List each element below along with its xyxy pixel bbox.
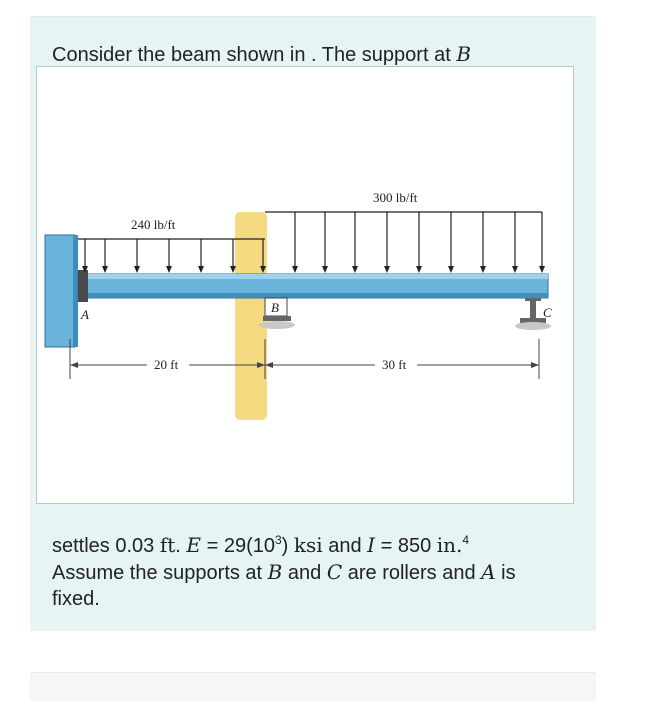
assume-var-B: B xyxy=(267,560,283,584)
load-label-right: 300 lb/ft xyxy=(373,190,418,205)
and-text: and xyxy=(322,535,368,557)
E-exponent: 3 xyxy=(274,533,282,547)
load-arrow-left-head xyxy=(102,266,108,273)
question-intro xyxy=(52,42,471,67)
question-line-1 xyxy=(52,532,582,559)
dim-arrow-left-start xyxy=(70,362,78,368)
question-line-2 xyxy=(52,559,582,586)
label-B: B xyxy=(271,300,279,315)
wall-connection xyxy=(78,270,88,302)
beam-top-flange xyxy=(78,274,548,279)
dim-arrow-right-end xyxy=(531,362,539,368)
label-C: C xyxy=(543,305,552,320)
highlight-marker xyxy=(235,212,267,420)
load-arrow-right-head xyxy=(322,266,328,273)
question-intro-text: Consider the beam shown in . The support at xyxy=(52,44,457,66)
assume-rollers: are rollers and xyxy=(342,562,482,584)
load-label-left: 240 lb/ft xyxy=(131,217,176,232)
next-card xyxy=(30,672,596,701)
load-arrow-left-head xyxy=(134,266,140,273)
beam-figure xyxy=(36,66,574,504)
in-unit: in. xyxy=(436,533,463,557)
dim-label-right: 30 ft xyxy=(382,357,407,372)
question-line-3: fixed. xyxy=(52,588,100,610)
var-E: E xyxy=(186,533,202,557)
load-arrow-right-head xyxy=(292,266,298,273)
load-arrow-right-head xyxy=(480,266,486,273)
settles-text: settles 0.03 xyxy=(52,535,160,557)
load-arrow-left-head xyxy=(198,266,204,273)
I-value: = 850 xyxy=(375,535,437,557)
var-B: B xyxy=(456,42,472,66)
load-arrows-right xyxy=(292,212,545,273)
ksi-unit: ksi xyxy=(293,533,323,557)
load-arrow-right-head xyxy=(539,266,545,273)
assume-var-A: A xyxy=(481,560,496,584)
support-B-ground xyxy=(259,321,295,329)
load-arrow-left-head xyxy=(166,266,172,273)
dot: . xyxy=(175,535,187,557)
E-close: ) xyxy=(281,535,294,557)
support-C-ground xyxy=(515,322,551,330)
dim-label-left: 20 ft xyxy=(154,357,179,372)
var-I: I xyxy=(367,533,376,557)
load-arrow-right-head xyxy=(512,266,518,273)
assume-and: and xyxy=(282,562,327,584)
assume-text: Assume the supports at xyxy=(52,562,268,584)
beam-bottom-flange xyxy=(78,293,548,298)
label-A: A xyxy=(81,307,89,322)
support-C-post xyxy=(530,298,536,320)
E-value: = 29(10 xyxy=(201,535,275,557)
support-C-cap xyxy=(525,298,541,301)
assume-is: is xyxy=(495,562,516,584)
load-arrow-right-head xyxy=(448,266,454,273)
fixed-wall xyxy=(45,235,75,347)
ft-unit: ft xyxy=(159,533,176,557)
wall-face xyxy=(73,235,78,347)
load-arrow-right-head xyxy=(384,266,390,273)
assume-var-C: C xyxy=(326,560,343,584)
support-B-base xyxy=(263,316,291,321)
load-arrow-right-head xyxy=(352,266,358,273)
question-body xyxy=(52,532,582,612)
load-arrow-right-head xyxy=(416,266,422,273)
I-exponent: 4 xyxy=(462,533,470,547)
beam-diagram xyxy=(37,67,573,503)
